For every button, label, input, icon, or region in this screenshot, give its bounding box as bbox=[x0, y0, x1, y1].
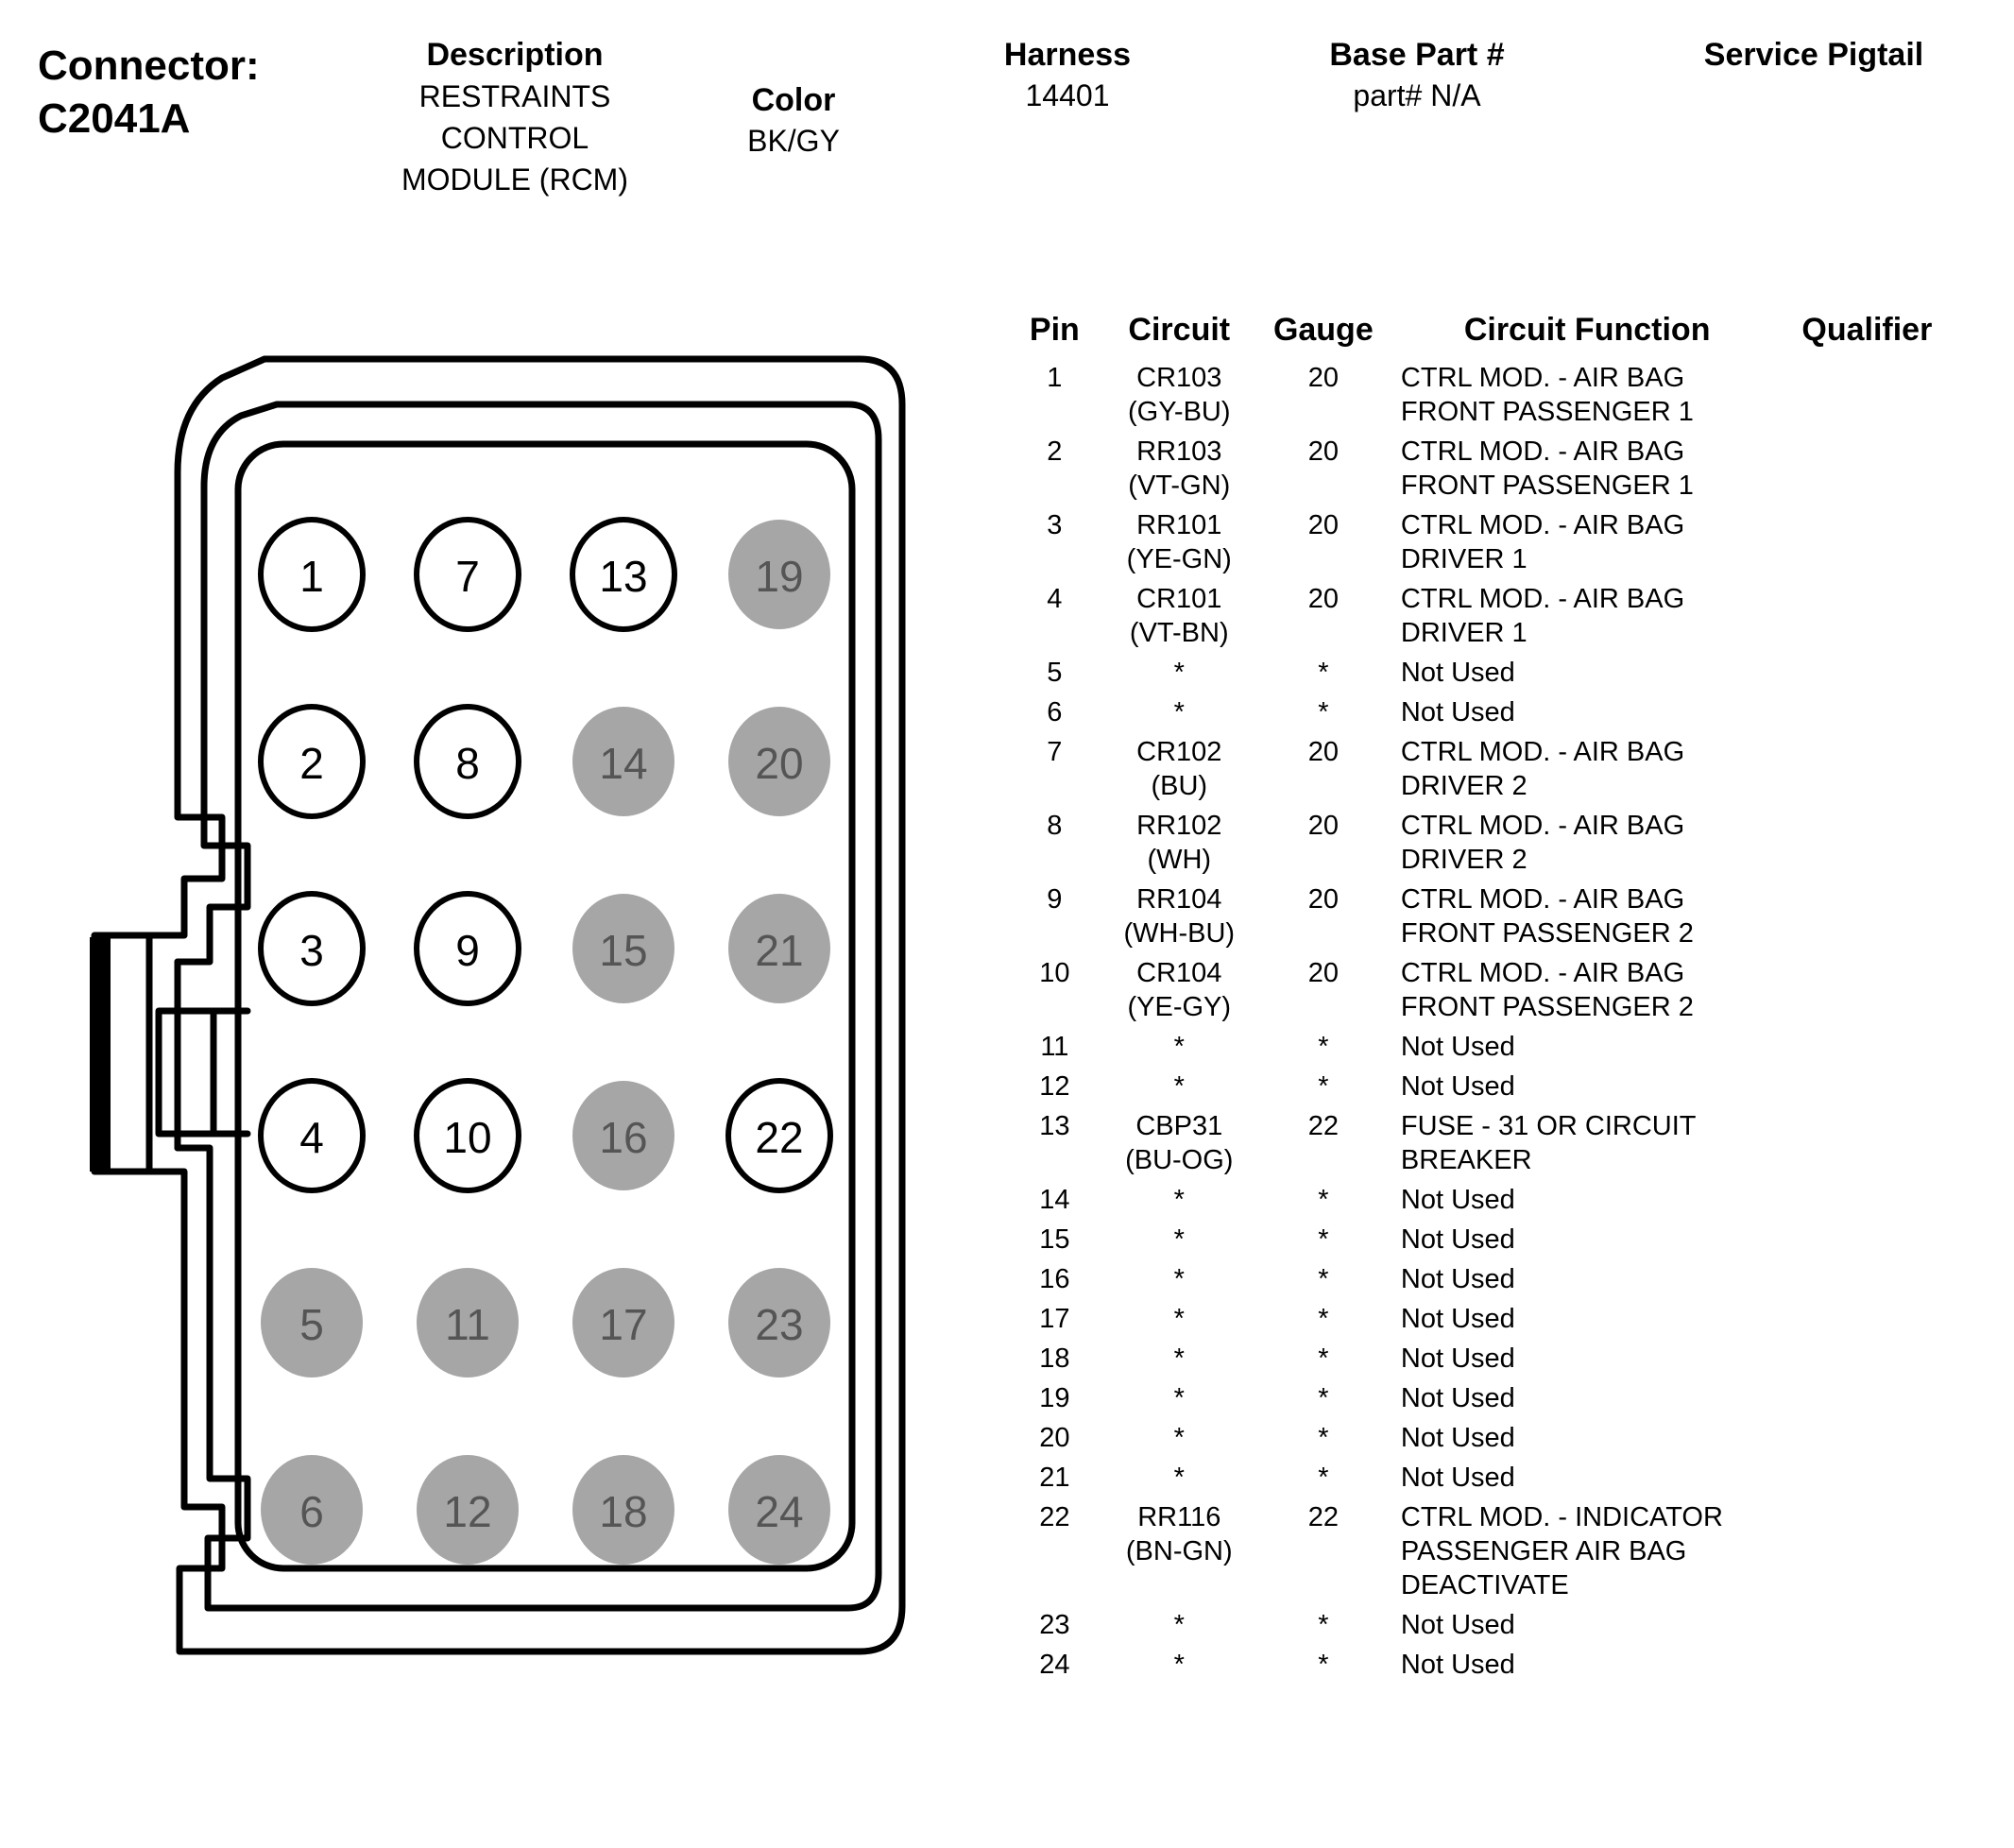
pin-cavity-23[interactable] bbox=[728, 1268, 830, 1377]
cell-pin: 20 bbox=[1039, 1423, 1070, 1453]
pin-number-19: 19 bbox=[755, 552, 804, 601]
pin-number-24: 24 bbox=[755, 1487, 804, 1536]
cell-gauge: * bbox=[1318, 1224, 1329, 1255]
cell-circuit bbox=[1094, 953, 1265, 1027]
pin-number-10: 10 bbox=[443, 1113, 492, 1162]
circuit-color-code: (BU) bbox=[1151, 771, 1208, 801]
function-line-2: DRIVER 1 bbox=[1400, 544, 1528, 574]
cell-pin: 22 bbox=[1039, 1502, 1070, 1532]
cell-qualifier bbox=[1792, 1339, 2007, 1378]
cell-circuit bbox=[1094, 880, 1265, 953]
description-value-line1: RESTRAINTS bbox=[418, 79, 611, 113]
function-line-1: CTRL MOD. - AIR BAG bbox=[1400, 363, 1685, 393]
cell-pin: 14 bbox=[1039, 1185, 1070, 1215]
cell-circuit-function bbox=[1382, 1299, 1792, 1339]
function-line-1: Not Used bbox=[1400, 1463, 1515, 1493]
harness-value: 14401 bbox=[1025, 78, 1110, 112]
circuit-color-code: (VT-GN) bbox=[1128, 471, 1231, 501]
function-line-1: Not Used bbox=[1400, 1264, 1515, 1294]
function-line-1: CTRL MOD. - AIR BAG bbox=[1400, 584, 1685, 614]
table-row bbox=[1016, 732, 2007, 806]
pin-number-22: 22 bbox=[755, 1113, 804, 1162]
cell-circuit bbox=[1094, 1299, 1265, 1339]
pin-cavity-18[interactable] bbox=[572, 1455, 674, 1565]
function-line-2: DRIVER 1 bbox=[1400, 618, 1528, 648]
pin-cavity-24[interactable] bbox=[728, 1455, 830, 1565]
cell-circuit bbox=[1094, 1220, 1265, 1259]
cell-gauge: * bbox=[1318, 658, 1329, 688]
function-line-1: Not Used bbox=[1400, 658, 1515, 688]
cell-circuit-function bbox=[1382, 653, 1792, 693]
circuit-code: CR102 bbox=[1136, 737, 1222, 767]
cell-circuit-function bbox=[1382, 1106, 1792, 1180]
circuit-code: CR103 bbox=[1136, 363, 1222, 393]
cell-gauge: 20 bbox=[1307, 436, 1339, 467]
cell-pin: 10 bbox=[1039, 958, 1070, 988]
cell-pin: 12 bbox=[1039, 1071, 1070, 1102]
table-row bbox=[1016, 1605, 2007, 1645]
cell-circuit bbox=[1094, 806, 1265, 880]
cell-circuit-function bbox=[1382, 880, 1792, 953]
table-row bbox=[1016, 505, 2007, 579]
cell-circuit bbox=[1094, 1067, 1265, 1106]
circuit-code: RR101 bbox=[1136, 510, 1222, 540]
circuit-code: * bbox=[1173, 1423, 1185, 1453]
function-line-1: CTRL MOD. - AIR BAG bbox=[1400, 884, 1685, 915]
cell-pin: 6 bbox=[1047, 697, 1063, 727]
cell-circuit-function bbox=[1382, 1027, 1792, 1067]
cell-qualifier bbox=[1792, 1378, 2007, 1418]
circuit-color-code: (BU-OG) bbox=[1125, 1145, 1234, 1175]
circuit-color-code: (GY-BU) bbox=[1128, 397, 1231, 427]
pin-cavity-11[interactable] bbox=[417, 1268, 519, 1377]
table-row bbox=[1016, 1339, 2007, 1378]
function-line-2: FRONT PASSENGER 2 bbox=[1400, 992, 1694, 1022]
pin-number-6: 6 bbox=[299, 1487, 324, 1536]
circuit-code: * bbox=[1173, 1383, 1185, 1413]
cell-pin: 18 bbox=[1039, 1343, 1070, 1374]
function-line-2: FRONT PASSENGER 1 bbox=[1400, 397, 1694, 427]
function-line-1: CTRL MOD. - INDICATOR bbox=[1400, 1502, 1723, 1532]
function-line-1: Not Used bbox=[1400, 1383, 1515, 1413]
pin-number-12: 12 bbox=[443, 1487, 492, 1536]
cell-circuit-function bbox=[1382, 1458, 1792, 1497]
function-line-1: FUSE - 31 OR CIRCUIT bbox=[1400, 1111, 1697, 1141]
table-row bbox=[1016, 953, 2007, 1027]
cell-gauge: 22 bbox=[1307, 1502, 1339, 1532]
circuit-code: * bbox=[1173, 1650, 1185, 1680]
pin-number-11: 11 bbox=[445, 1300, 490, 1349]
cell-qualifier bbox=[1792, 1220, 2007, 1259]
table-row bbox=[1016, 432, 2007, 505]
function-line-1: Not Used bbox=[1400, 1343, 1515, 1374]
cell-circuit bbox=[1094, 1605, 1265, 1645]
function-line-1: Not Used bbox=[1400, 1304, 1515, 1334]
table-row bbox=[1016, 1418, 2007, 1458]
table-row bbox=[1016, 1497, 2007, 1605]
pin-cavity-6[interactable] bbox=[261, 1455, 363, 1565]
harness-title: Harness bbox=[1003, 37, 1132, 73]
table-row bbox=[1016, 1645, 2007, 1685]
table-row bbox=[1016, 1378, 2007, 1418]
cell-pin: 23 bbox=[1039, 1610, 1070, 1640]
circuit-code: * bbox=[1173, 1032, 1185, 1062]
cell-gauge: 20 bbox=[1307, 958, 1339, 988]
cell-gauge: * bbox=[1318, 1463, 1329, 1493]
cell-qualifier bbox=[1792, 953, 2007, 1027]
description-title: Description bbox=[426, 37, 604, 73]
cell-circuit-function bbox=[1382, 1418, 1792, 1458]
cell-gauge: * bbox=[1318, 1071, 1329, 1102]
pin-cavity-8[interactable] bbox=[417, 707, 519, 816]
pin-cavity-1[interactable] bbox=[261, 520, 363, 629]
cell-circuit-function bbox=[1382, 953, 1792, 1027]
table-row bbox=[1016, 358, 2007, 432]
circuit-code: * bbox=[1173, 1264, 1185, 1294]
circuit-color-code: (BN-GN) bbox=[1125, 1536, 1233, 1566]
cell-gauge: * bbox=[1318, 1383, 1329, 1413]
function-line-2: FRONT PASSENGER 2 bbox=[1400, 918, 1694, 949]
cell-circuit bbox=[1094, 1497, 1265, 1605]
cell-circuit bbox=[1094, 1339, 1265, 1378]
circuit-code: CR101 bbox=[1136, 584, 1222, 614]
cell-pin: 8 bbox=[1047, 811, 1063, 841]
circuit-code: * bbox=[1173, 1463, 1185, 1493]
cell-pin: 2 bbox=[1047, 436, 1063, 467]
pin-cavity-7[interactable] bbox=[417, 520, 519, 629]
cell-qualifier bbox=[1792, 1106, 2007, 1180]
function-line-2: FRONT PASSENGER 1 bbox=[1400, 471, 1694, 501]
function-line-2: BREAKER bbox=[1400, 1145, 1532, 1175]
circuit-code: * bbox=[1173, 1610, 1185, 1640]
pin-table-container bbox=[1016, 312, 2007, 1685]
cell-circuit bbox=[1094, 732, 1265, 806]
cell-circuit bbox=[1094, 579, 1265, 653]
function-line-1: Not Used bbox=[1400, 1032, 1515, 1062]
circuit-code: RR116 bbox=[1137, 1502, 1221, 1532]
table-row bbox=[1016, 1027, 2007, 1067]
cell-circuit bbox=[1094, 1458, 1265, 1497]
circuit-code: * bbox=[1173, 1304, 1185, 1334]
cell-gauge: * bbox=[1318, 1610, 1329, 1640]
cell-circuit-function bbox=[1382, 1497, 1792, 1605]
pin-cavity-16[interactable] bbox=[572, 1081, 674, 1190]
function-line-1: Not Used bbox=[1400, 1650, 1515, 1680]
circuit-code: * bbox=[1173, 658, 1185, 688]
service-pigtail-title: Service Pigtail bbox=[1703, 37, 1924, 73]
pin-cavity-17[interactable] bbox=[572, 1268, 674, 1377]
circuit-color-code: (WH) bbox=[1147, 845, 1212, 875]
cell-pin: 15 bbox=[1039, 1224, 1070, 1255]
service-pigtail-block bbox=[1644, 34, 1984, 76]
connector-id bbox=[38, 40, 260, 145]
cell-qualifier bbox=[1792, 1180, 2007, 1220]
cell-circuit-function bbox=[1382, 505, 1792, 579]
pin-number-7: 7 bbox=[455, 552, 480, 601]
cell-pin: 4 bbox=[1047, 584, 1063, 614]
cell-pin: 1 bbox=[1047, 363, 1063, 393]
cell-circuit-function bbox=[1382, 1378, 1792, 1418]
pin-cavity-22[interactable] bbox=[728, 1081, 830, 1190]
connector-id-value: C2041A bbox=[38, 95, 191, 142]
cell-circuit-function bbox=[1382, 693, 1792, 732]
cell-circuit-function bbox=[1382, 579, 1792, 653]
pin-cavity-14[interactable] bbox=[572, 707, 674, 816]
cell-gauge: * bbox=[1318, 697, 1329, 727]
header-function: Circuit Function bbox=[1463, 312, 1711, 348]
table-row bbox=[1016, 1259, 2007, 1299]
cell-circuit bbox=[1094, 358, 1265, 432]
cell-qualifier bbox=[1792, 1259, 2007, 1299]
pin-number-13: 13 bbox=[599, 552, 648, 601]
cell-circuit bbox=[1094, 653, 1265, 693]
base-part-value: part# N/A bbox=[1353, 78, 1481, 112]
pin-number-1: 1 bbox=[299, 552, 324, 601]
circuit-code: RR103 bbox=[1136, 436, 1222, 467]
cell-qualifier bbox=[1792, 693, 2007, 732]
circuit-code: CBP31 bbox=[1135, 1111, 1223, 1141]
cell-circuit-function bbox=[1382, 1220, 1792, 1259]
pin-number-5: 5 bbox=[299, 1300, 324, 1349]
cell-circuit bbox=[1094, 1259, 1265, 1299]
pin-number-3: 3 bbox=[299, 926, 324, 975]
base-part-block bbox=[1266, 34, 1568, 115]
function-line-1: Not Used bbox=[1400, 1071, 1515, 1102]
cell-circuit-function bbox=[1382, 732, 1792, 806]
header-circuit: Circuit bbox=[1128, 312, 1231, 348]
circuit-code: RR102 bbox=[1136, 811, 1222, 841]
cell-pin: 3 bbox=[1047, 510, 1063, 540]
table-row bbox=[1016, 1180, 2007, 1220]
circuit-code: * bbox=[1173, 1185, 1185, 1215]
table-row bbox=[1016, 579, 2007, 653]
function-line-1: CTRL MOD. - AIR BAG bbox=[1400, 436, 1685, 467]
cell-qualifier bbox=[1792, 432, 2007, 505]
cell-qualifier bbox=[1792, 1605, 2007, 1645]
pin-cavity-12[interactable] bbox=[417, 1455, 519, 1565]
function-line-1: Not Used bbox=[1400, 1610, 1515, 1640]
connector-face-diagram bbox=[38, 350, 1001, 1738]
cell-circuit-function bbox=[1382, 1259, 1792, 1299]
color-value: BK/GY bbox=[747, 124, 840, 158]
cell-gauge: 22 bbox=[1307, 1111, 1339, 1141]
color-title: Color bbox=[751, 82, 836, 118]
table-row bbox=[1016, 1067, 2007, 1106]
page-header bbox=[0, 0, 2014, 246]
function-line-2: DRIVER 2 bbox=[1400, 771, 1528, 801]
pin-number-16: 16 bbox=[599, 1113, 648, 1162]
cell-pin: 19 bbox=[1039, 1383, 1070, 1413]
pin-cavity-20[interactable] bbox=[728, 707, 830, 816]
pin-cavity-3[interactable] bbox=[261, 894, 363, 1003]
cell-pin: 16 bbox=[1039, 1264, 1070, 1294]
table-row bbox=[1016, 1106, 2007, 1180]
cell-gauge: 20 bbox=[1307, 737, 1339, 767]
function-line-1: CTRL MOD. - AIR BAG bbox=[1400, 737, 1685, 767]
function-line-1: Not Used bbox=[1400, 1224, 1515, 1255]
cell-circuit-function bbox=[1382, 1067, 1792, 1106]
cell-qualifier bbox=[1792, 579, 2007, 653]
pin-cavity-10[interactable] bbox=[417, 1081, 519, 1190]
cell-gauge: 20 bbox=[1307, 884, 1339, 915]
cell-gauge: 20 bbox=[1307, 584, 1339, 614]
cell-pin: 7 bbox=[1047, 737, 1063, 767]
table-row bbox=[1016, 806, 2007, 880]
pin-table-body bbox=[1016, 358, 2007, 1685]
function-line-1: CTRL MOD. - AIR BAG bbox=[1400, 958, 1685, 988]
cell-pin: 9 bbox=[1047, 884, 1063, 915]
cell-qualifier bbox=[1792, 880, 2007, 953]
pin-table bbox=[1016, 312, 2007, 1685]
pin-cavity-13[interactable] bbox=[572, 520, 674, 629]
cell-qualifier bbox=[1792, 1027, 2007, 1067]
cell-circuit-function bbox=[1382, 1645, 1792, 1685]
cell-gauge: 20 bbox=[1307, 510, 1339, 540]
cell-circuit-function bbox=[1382, 358, 1792, 432]
cell-qualifier bbox=[1792, 1418, 2007, 1458]
pin-cavities bbox=[261, 520, 830, 1565]
cell-qualifier bbox=[1792, 1458, 2007, 1497]
cell-circuit-function bbox=[1382, 432, 1792, 505]
cell-circuit bbox=[1094, 1027, 1265, 1067]
pin-cavity-4[interactable] bbox=[261, 1081, 363, 1190]
pin-number-8: 8 bbox=[455, 739, 480, 788]
cell-pin: 17 bbox=[1039, 1304, 1070, 1334]
cell-circuit bbox=[1094, 432, 1265, 505]
table-row bbox=[1016, 693, 2007, 732]
function-line-2: PASSENGER AIR BAG bbox=[1400, 1536, 1687, 1566]
cell-gauge: 20 bbox=[1307, 811, 1339, 841]
circuit-color-code: (YE-GY) bbox=[1127, 992, 1232, 1022]
cell-circuit bbox=[1094, 693, 1265, 732]
pin-number-23: 23 bbox=[755, 1300, 804, 1349]
cell-qualifier bbox=[1792, 806, 2007, 880]
function-line-2: DRIVER 2 bbox=[1400, 845, 1528, 875]
cell-circuit bbox=[1094, 1418, 1265, 1458]
cell-circuit-function bbox=[1382, 1605, 1792, 1645]
circuit-code: * bbox=[1173, 1071, 1185, 1102]
cell-gauge: * bbox=[1318, 1185, 1329, 1215]
pin-number-20: 20 bbox=[755, 739, 804, 788]
cell-qualifier bbox=[1792, 1067, 2007, 1106]
cell-circuit-function bbox=[1382, 1180, 1792, 1220]
table-row bbox=[1016, 1220, 2007, 1259]
table-header-row bbox=[1016, 312, 2007, 358]
circuit-code: RR104 bbox=[1136, 884, 1222, 915]
circuit-code: CR104 bbox=[1136, 958, 1222, 988]
cell-qualifier bbox=[1792, 505, 2007, 579]
cell-gauge: * bbox=[1318, 1423, 1329, 1453]
circuit-code: * bbox=[1173, 1343, 1185, 1374]
function-line-1: Not Used bbox=[1400, 1423, 1515, 1453]
header-pin: Pin bbox=[1029, 312, 1080, 348]
cell-circuit bbox=[1094, 1645, 1265, 1685]
cell-pin: 21 bbox=[1039, 1463, 1070, 1493]
cell-circuit bbox=[1094, 1106, 1265, 1180]
description-value-line3: MODULE (RCM) bbox=[401, 163, 628, 197]
cell-circuit bbox=[1094, 1378, 1265, 1418]
color-block bbox=[699, 79, 888, 161]
cell-qualifier bbox=[1792, 1645, 2007, 1685]
header-qualifier: Qualifier bbox=[1801, 312, 1933, 348]
pin-cavity-5[interactable] bbox=[261, 1268, 363, 1377]
description-block bbox=[359, 34, 671, 200]
cell-pin: 13 bbox=[1039, 1111, 1070, 1141]
description-value-line2: CONTROL bbox=[440, 121, 589, 155]
circuit-code: * bbox=[1173, 697, 1185, 727]
pin-number-2: 2 bbox=[299, 739, 324, 788]
pin-cavity-21[interactable] bbox=[728, 894, 830, 1003]
pin-number-14: 14 bbox=[599, 739, 648, 788]
cell-pin: 24 bbox=[1039, 1650, 1070, 1680]
cell-circuit bbox=[1094, 505, 1265, 579]
circuit-code: * bbox=[1173, 1224, 1185, 1255]
base-part-title: Base Part # bbox=[1329, 37, 1505, 73]
table-row bbox=[1016, 1458, 2007, 1497]
pin-number-15: 15 bbox=[599, 926, 648, 975]
pin-number-21: 21 bbox=[755, 926, 804, 975]
cell-gauge: 20 bbox=[1307, 363, 1339, 393]
function-line-1: Not Used bbox=[1400, 697, 1515, 727]
cell-gauge: * bbox=[1318, 1343, 1329, 1374]
cell-qualifier bbox=[1792, 1299, 2007, 1339]
cell-qualifier bbox=[1792, 358, 2007, 432]
pin-cavity-15[interactable] bbox=[572, 894, 674, 1003]
pin-number-9: 9 bbox=[455, 926, 480, 975]
function-line-1: CTRL MOD. - AIR BAG bbox=[1400, 510, 1685, 540]
cell-gauge: * bbox=[1318, 1304, 1329, 1334]
cell-pin: 5 bbox=[1047, 658, 1063, 688]
harness-block bbox=[945, 34, 1190, 115]
pin-cavity-9[interactable] bbox=[417, 894, 519, 1003]
function-line-3: DEACTIVATE bbox=[1400, 1570, 1569, 1600]
cell-pin: 11 bbox=[1040, 1032, 1069, 1062]
cell-gauge: * bbox=[1318, 1032, 1329, 1062]
header-gauge: Gauge bbox=[1272, 312, 1374, 348]
cell-qualifier bbox=[1792, 732, 2007, 806]
function-line-1: CTRL MOD. - AIR BAG bbox=[1400, 811, 1685, 841]
circuit-color-code: (WH-BU) bbox=[1123, 918, 1236, 949]
cell-qualifier bbox=[1792, 653, 2007, 693]
circuit-color-code: (VT-BN) bbox=[1129, 618, 1229, 648]
circuit-color-code: (YE-GN) bbox=[1126, 544, 1232, 574]
cell-circuit bbox=[1094, 1180, 1265, 1220]
pin-number-17: 17 bbox=[599, 1300, 648, 1349]
cell-circuit-function bbox=[1382, 1339, 1792, 1378]
pin-cavity-19[interactable] bbox=[728, 520, 830, 629]
table-row bbox=[1016, 1299, 2007, 1339]
table-row bbox=[1016, 880, 2007, 953]
cell-circuit-function bbox=[1382, 806, 1792, 880]
cell-gauge: * bbox=[1318, 1264, 1329, 1294]
cell-gauge: * bbox=[1318, 1650, 1329, 1680]
cell-qualifier bbox=[1792, 1497, 2007, 1605]
pin-number-4: 4 bbox=[299, 1113, 324, 1162]
function-line-1: Not Used bbox=[1400, 1185, 1515, 1215]
pin-cavity-2[interactable] bbox=[261, 707, 363, 816]
pin-number-18: 18 bbox=[599, 1487, 648, 1536]
table-row bbox=[1016, 653, 2007, 693]
connector-label-text: Connector: bbox=[38, 43, 260, 89]
